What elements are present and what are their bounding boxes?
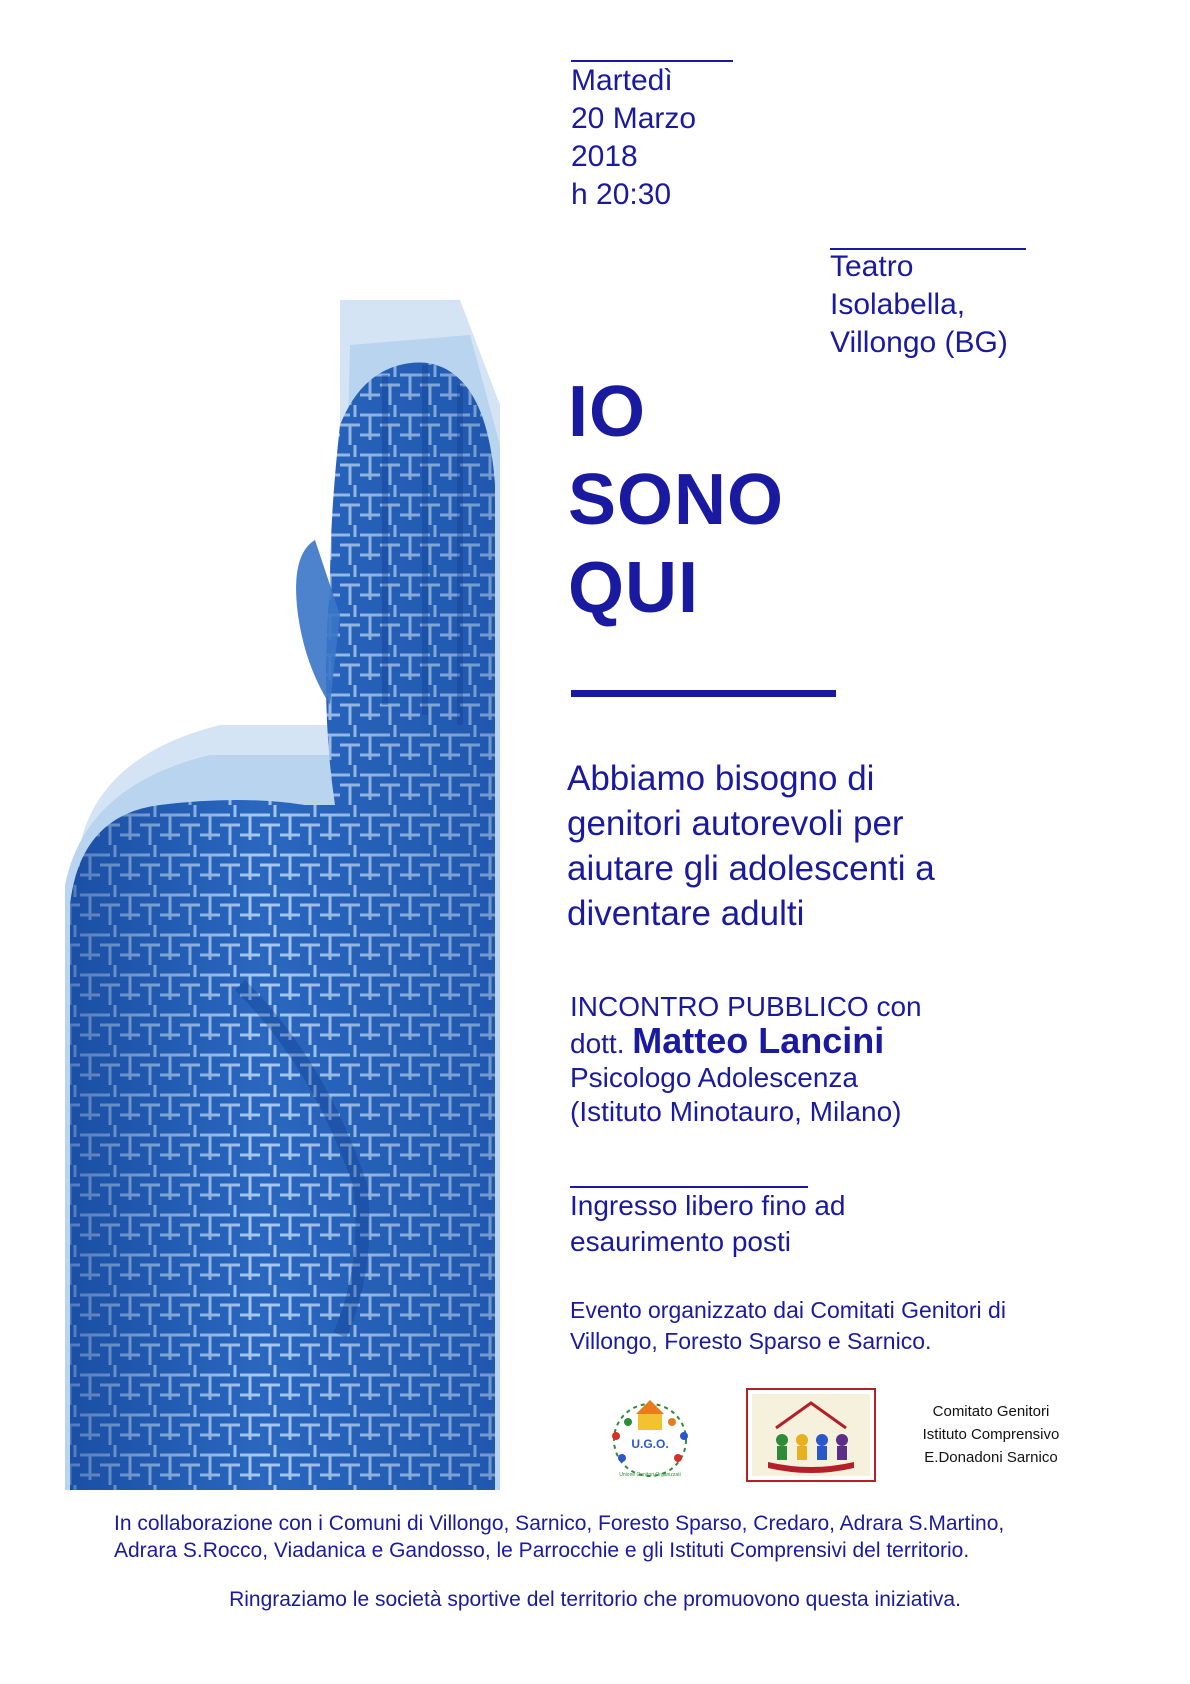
speaker-intro: INCONTRO PUBBLICO con — [570, 991, 922, 1022]
entry-line: esaurimento posti — [570, 1226, 792, 1257]
ugo-logo-caption: Unione Genitori Organizzati — [619, 1472, 681, 1478]
speaker-name: Matteo Lancini — [632, 1020, 885, 1061]
subtitle-line: diventare adulti — [567, 894, 805, 933]
ugo-logo-label: U.G.O. — [631, 1437, 669, 1451]
entry-line: Ingresso libero fino ad — [570, 1190, 846, 1221]
title-line: IO — [568, 372, 647, 452]
date-line: h 20:30 — [571, 178, 672, 211]
subtitle-line: aiutare gli adolescenti a — [567, 849, 935, 888]
event-venue — [830, 248, 1008, 362]
comitato-logo-text — [895, 1400, 1087, 1469]
speaker-role: Psicologo Adolescenza — [570, 1062, 858, 1093]
speaker-name-line — [570, 1020, 922, 1061]
organizers-text — [570, 1295, 1006, 1357]
organizers-line: Villongo, Foresto Sparso e Sarnico. — [570, 1328, 932, 1354]
subtitle-line: Abbiamo bisogno di — [567, 759, 875, 798]
event-date — [571, 62, 696, 214]
speaker-prefix: dott. — [570, 1028, 625, 1059]
subtitle-line: genitori autorevoli per — [567, 804, 904, 843]
subtitle — [567, 756, 935, 936]
date-line: 2018 — [571, 140, 638, 173]
speaker-institute: (Istituto Minotauro, Milano) — [570, 1096, 902, 1127]
venue-line: Teatro — [830, 250, 914, 283]
title-line: QUI — [568, 548, 700, 628]
comitato-text-line: Comitato Genitori — [932, 1403, 1050, 1420]
raised-hand-maze-image — [40, 285, 540, 1490]
date-line: 20 Marzo — [571, 102, 697, 135]
comitato-text-line: E.Donadoni Sarnico — [924, 1449, 1058, 1466]
title-line: SONO — [568, 460, 785, 540]
collaboration-text — [114, 1510, 1004, 1564]
entry-info — [570, 1188, 846, 1260]
thanks-text: Ringraziamo le società sportive del territorio che promuovono questa iniziativa. — [229, 1588, 961, 1611]
comitato-text-line: Istituto Comprensivo — [922, 1426, 1060, 1443]
collaboration-line: In collaborazione con i Comuni di Villongo, Sarnico, Foresto Sparso, Credaro, Adrara S.Martino, — [114, 1512, 1005, 1535]
date-line: Martedì — [571, 64, 673, 97]
venue-line: Isolabella, — [830, 288, 966, 321]
page-title — [568, 368, 784, 632]
title-underline — [571, 690, 836, 697]
ugo-logo — [598, 1392, 702, 1484]
comitato-sarnico-logo — [746, 1388, 876, 1482]
speaker-block — [570, 990, 922, 1129]
collaboration-line: Adrara S.Rocco, Viadanica e Gandosso, le Parrocchie e gli Istituti Comprensivi del territorio. — [114, 1539, 970, 1562]
organizers-line: Evento organizzato dai Comitati Genitori di — [570, 1297, 1006, 1323]
venue-line: Villongo (BG) — [830, 326, 1008, 359]
